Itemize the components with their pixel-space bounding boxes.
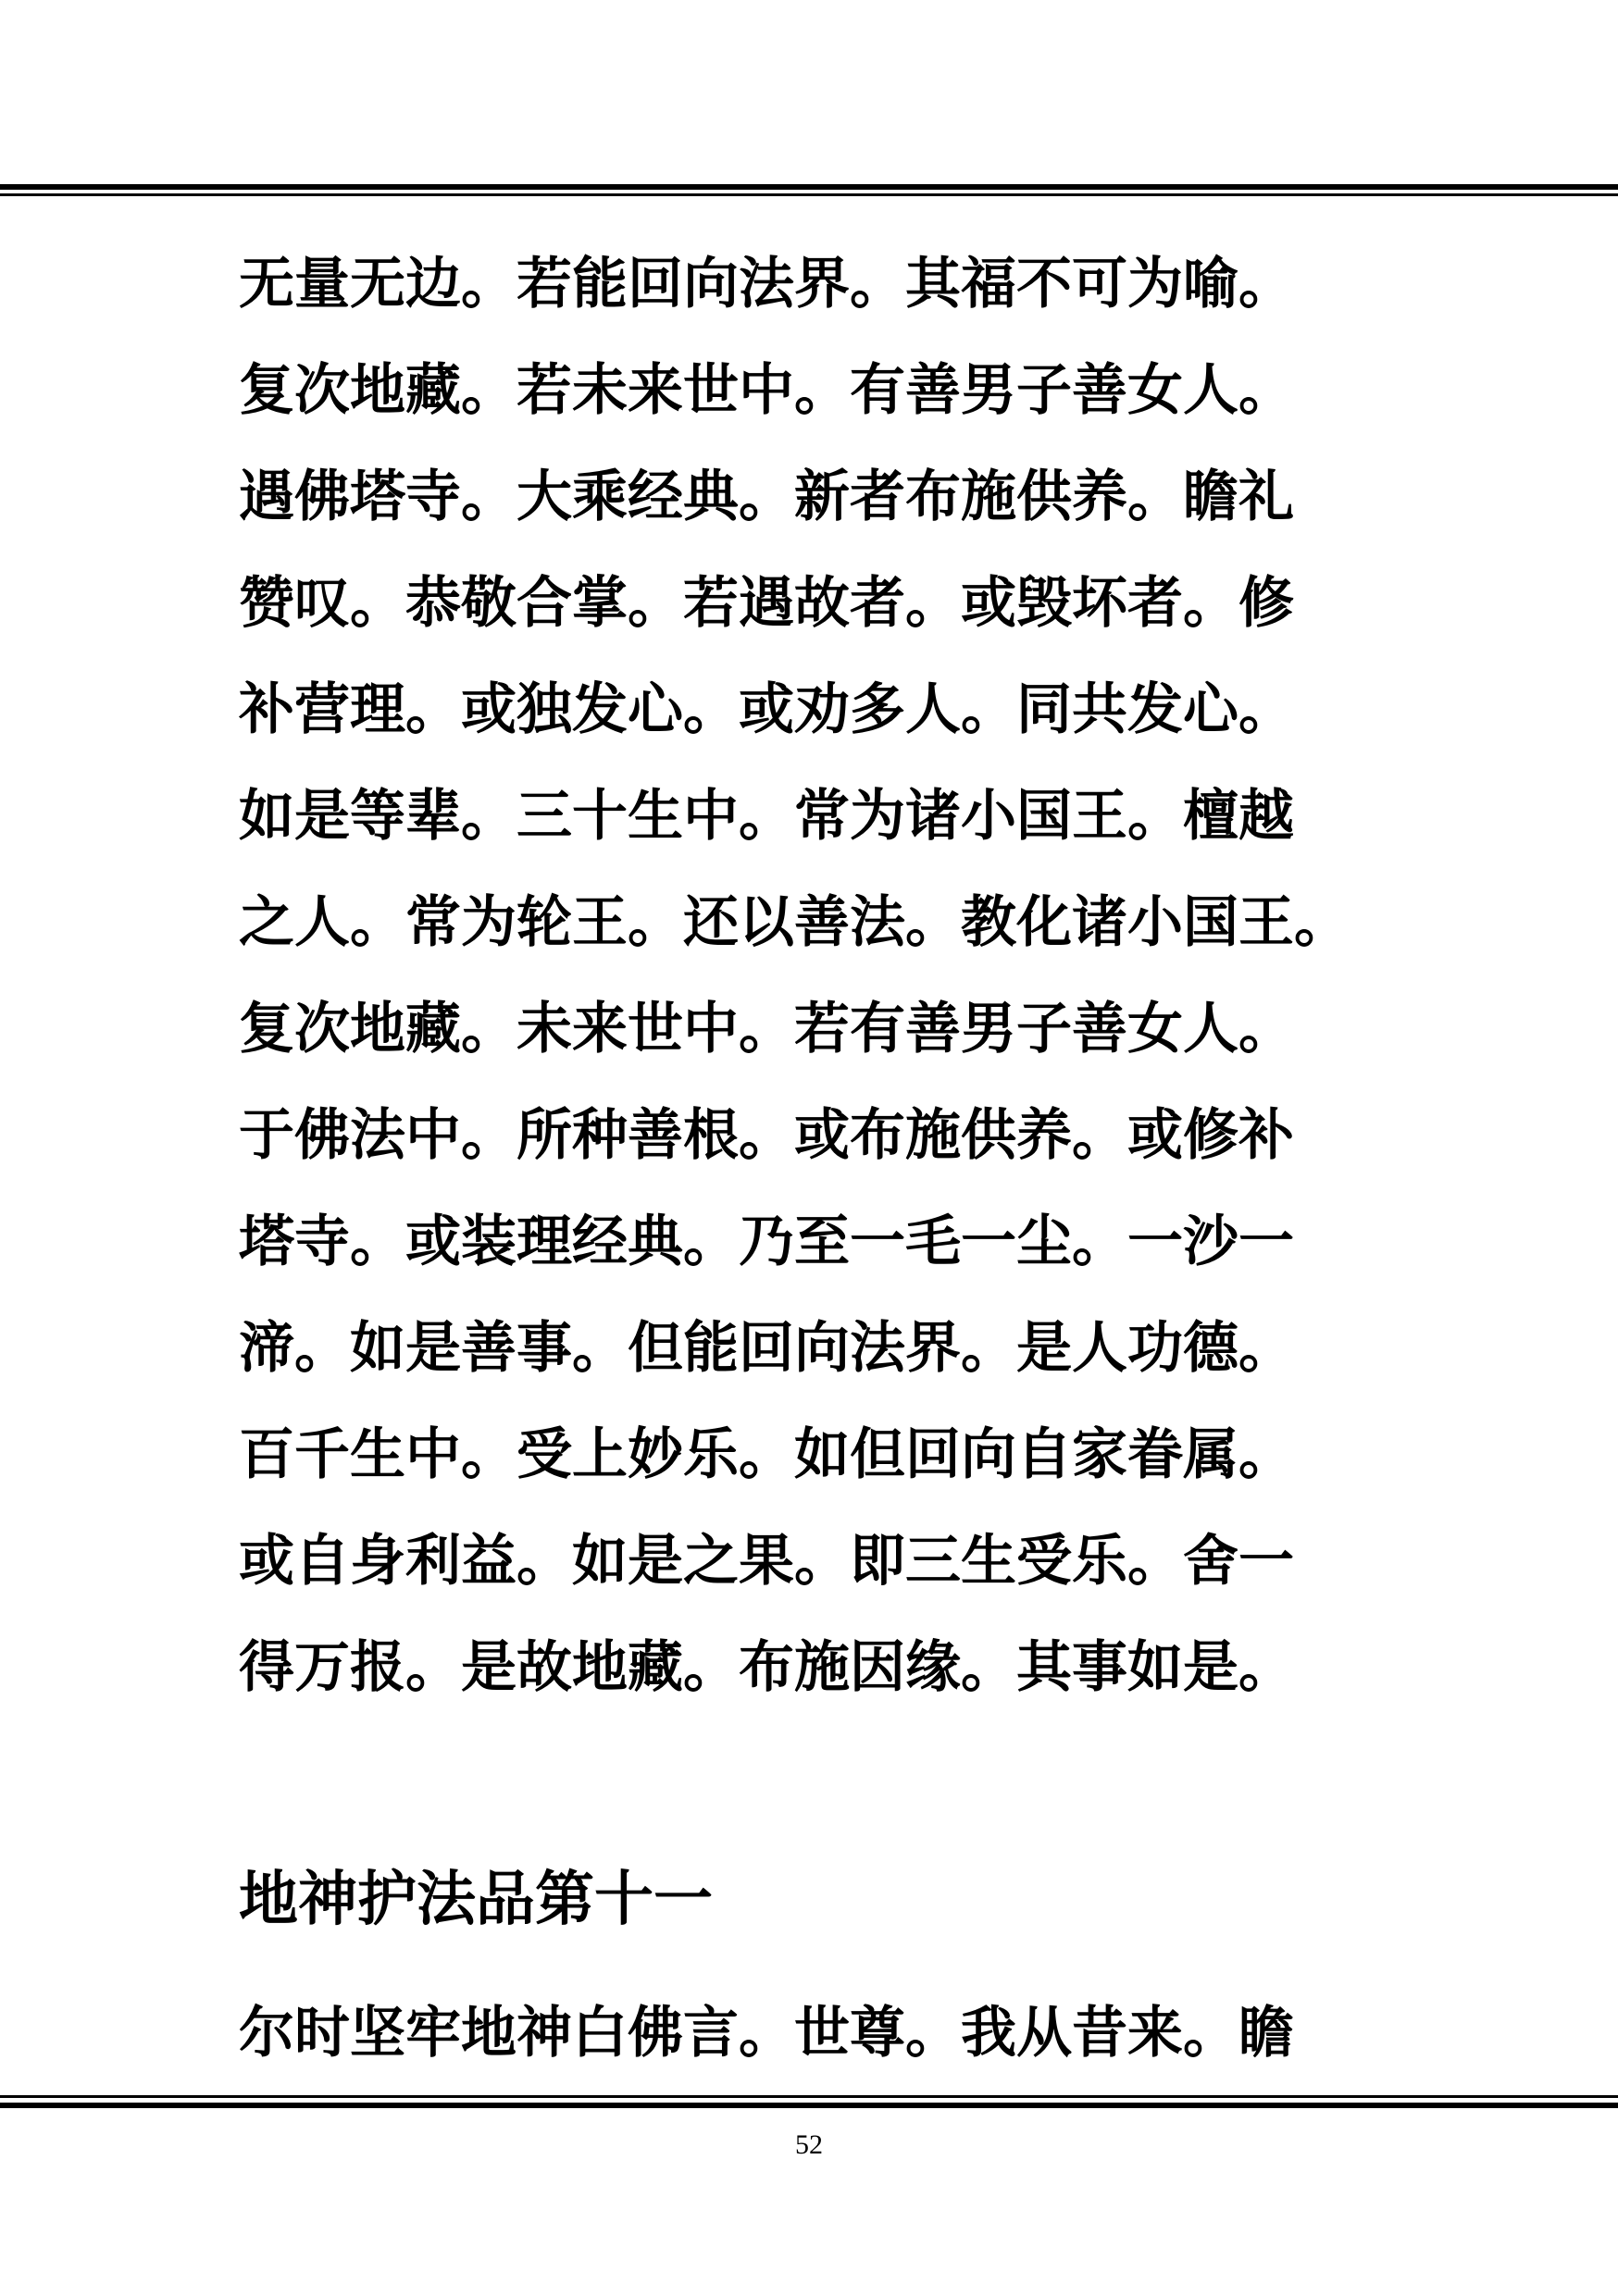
footer-rule-thick — [0, 2103, 1618, 2108]
text-line: 复次地藏。若未来世中。有善男子善女人。 — [239, 358, 1294, 423]
text-line: 无量无边。若能回向法界。其福不可为喻。 — [239, 252, 1294, 316]
text-line: 复次地藏。未来世中。若有善男子善女人。 — [239, 997, 1294, 1061]
text-line: 如是等辈。三十生中。常为诸小国王。檀越 — [239, 784, 1294, 849]
chapter-title: 地神护法品第十一 — [239, 1865, 713, 1934]
text-line: 之人。常为轮王。还以善法。教化诸小国王。 — [239, 890, 1350, 955]
text-line: 赞叹。恭敬合掌。若遇故者。或毁坏者。修 — [239, 571, 1294, 636]
text-line: 得万报。是故地藏。布施因缘。其事如是。 — [239, 1635, 1294, 1700]
text-line: 遇佛塔寺。大乘经典。新者布施供养。瞻礼 — [239, 465, 1294, 529]
text-line: 或自身利益。如是之果。即三生受乐。舍一 — [239, 1529, 1294, 1594]
chapter-first-line: 尔时坚牢地神白佛言。世尊。我从昔来。瞻 — [239, 2001, 1294, 2066]
header-rule-thin — [0, 193, 1618, 196]
text-line: 于佛法中。所种善根。或布施供养。或修补 — [239, 1103, 1294, 1168]
text-line: 塔寺。或装理经典。乃至一毛一尘。一沙一 — [239, 1210, 1294, 1274]
page-number: 52 — [795, 2129, 823, 2160]
header-rule-thick — [0, 184, 1618, 190]
text-line: 渧。如是善事。但能回向法界。是人功德。 — [239, 1316, 1294, 1381]
text-line: 补营理。或独发心。或劝多人。同共发心。 — [239, 677, 1294, 742]
body-text — [239, 231, 1405, 1721]
text-line: 百千生中。受上妙乐。如但回向自家眷属。 — [239, 1422, 1294, 1487]
footer-rule-thin — [0, 2095, 1618, 2098]
